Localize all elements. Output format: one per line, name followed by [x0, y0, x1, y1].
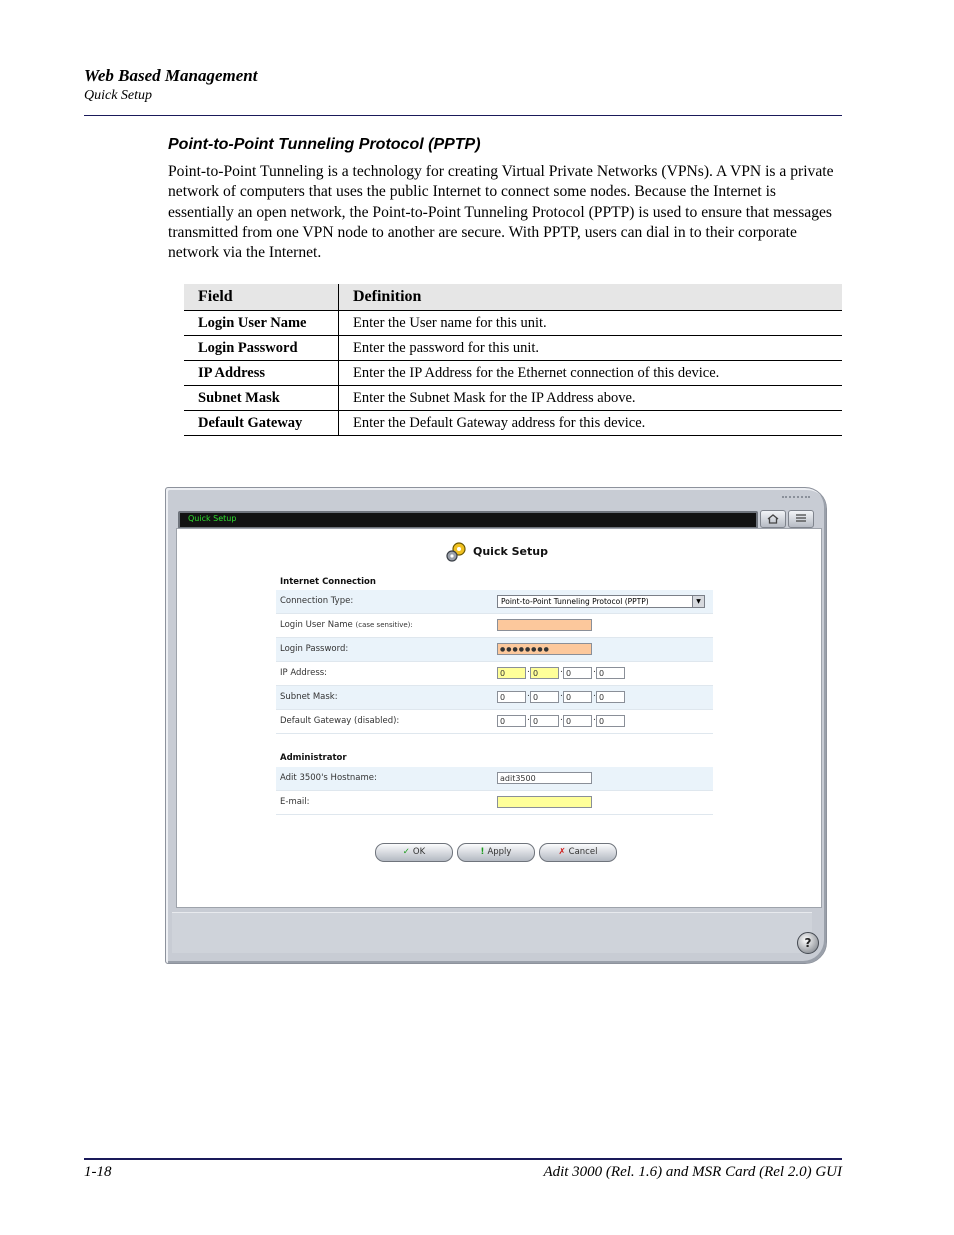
login-password-input[interactable]: ●●●●●●●● [497, 643, 592, 655]
running-header-subtitle: Quick Setup [84, 88, 153, 103]
document-title: Adit 3000 (Rel. 1.6) and MSR Card (Rel 2.0) GUI [543, 1164, 842, 1180]
octet-separator: . [593, 665, 596, 675]
window-status-strip [172, 912, 812, 953]
section-body: Point-to-Point Tunneling is a technology for creating Virtual Private Networks (VPNs). A VPN is a private network of computers that uses the public Internet to connect some nodes. Because the Internet is essentially an open network, the Point-to-Point Tunneling Protocol (PPTP) is used to ensure that messages transmitted from one VPN node to another are secure. With PPTP, users can dial in to their corporate network via the Internet. [168, 163, 834, 262]
table-row [184, 336, 842, 361]
ip-address-row [276, 662, 713, 686]
cross-icon: ✗ [558, 847, 566, 857]
ip-octet-input[interactable]: 0 [497, 667, 526, 679]
home-icon[interactable] [760, 510, 786, 528]
email-field[interactable] [497, 796, 592, 808]
login-user-name-row [276, 614, 713, 638]
gateway-octet-input[interactable]: 0 [530, 715, 559, 727]
running-header-title: Web Based Management [84, 66, 258, 85]
octet-separator: . [593, 713, 596, 723]
field-definition: Enter the User name for this unit. [339, 311, 843, 336]
footer-rule [84, 1158, 842, 1160]
mask-octet-input[interactable]: 0 [596, 691, 625, 703]
octet-separator: . [560, 689, 563, 699]
field-definition: Enter the password for this unit. [339, 336, 843, 361]
field-name: Subnet Mask [184, 386, 339, 411]
hostname-input[interactable]: adit3500 [497, 772, 592, 784]
table-row [184, 361, 842, 386]
apply-button-label: Apply [487, 847, 512, 857]
octet-separator: . [527, 689, 530, 699]
apply-button[interactable] [457, 843, 535, 862]
field-name: Default Gateway [184, 411, 339, 436]
window-content [176, 528, 822, 908]
field-name: Login Password [184, 336, 339, 361]
chevron-down-icon[interactable]: ▼ [692, 596, 704, 607]
ip-octet-input[interactable]: 0 [563, 667, 592, 679]
field-definition: Enter the IP Address for the Ethernet connection of this device. [339, 361, 843, 386]
login-password-label: Login Password: [280, 644, 349, 654]
cancel-button[interactable] [539, 843, 617, 862]
octet-separator: . [560, 665, 563, 675]
menu-icon[interactable] [788, 510, 814, 528]
table-header-row [184, 284, 842, 311]
octet-separator: . [527, 665, 530, 675]
field-definition: Enter the Subnet Mask for the IP Address above. [339, 386, 843, 411]
ip-address-label: IP Address: [280, 668, 328, 678]
connection-type-row [276, 590, 713, 614]
page-title: Quick Setup [473, 545, 548, 558]
gears-icon [445, 541, 467, 563]
ip-octet-input[interactable]: 0 [530, 667, 559, 679]
group-title-internet: Internet Connection [280, 577, 376, 587]
connection-type-value: Point-to-Point Tunneling Protocol (PPTP) [501, 597, 649, 606]
octet-separator: . [560, 713, 563, 723]
ok-button-label: OK [412, 847, 426, 857]
mask-octet-input[interactable]: 0 [563, 691, 592, 703]
header-rule [84, 115, 842, 116]
group-title-administrator: Administrator [280, 753, 347, 763]
subnet-mask-row [276, 686, 713, 710]
column-header-field: Field [184, 284, 339, 311]
subnet-mask-label: Subnet Mask: [280, 692, 338, 702]
table-row [184, 411, 842, 436]
default-gateway-label: Default Gateway (disabled): [280, 716, 400, 726]
help-icon[interactable]: ? [797, 932, 819, 954]
case-sensitive-hint: (case sensitive): [355, 621, 413, 629]
field-name: IP Address [184, 361, 339, 386]
table-row [184, 311, 842, 336]
octet-separator: . [527, 713, 530, 723]
gateway-octet-input[interactable]: 0 [563, 715, 592, 727]
email-row [276, 791, 713, 815]
quick-setup-window [165, 487, 827, 964]
cancel-button-label: Cancel [568, 847, 598, 857]
email-label: E-mail: [280, 797, 310, 807]
field-definition-table [184, 284, 842, 436]
field-definition: Enter the Default Gateway address for this device. [339, 411, 843, 436]
page-number: 1-18 [84, 1164, 112, 1180]
hostname-label: Adit 3500's Hostname: [280, 773, 377, 783]
mask-octet-input[interactable]: 0 [497, 691, 526, 703]
gateway-octet-input[interactable]: 0 [497, 715, 526, 727]
gateway-octet-input[interactable]: 0 [596, 715, 625, 727]
section-heading: Point-to-Point Tunneling Protocol (PPTP) [168, 136, 481, 153]
window-title: Quick Setup [188, 514, 237, 523]
login-password-row [276, 638, 713, 662]
window-titlebar [178, 511, 758, 529]
hostname-row [276, 767, 713, 791]
column-header-definition: Definition [339, 284, 843, 311]
mask-octet-input[interactable]: 0 [530, 691, 559, 703]
ok-button[interactable] [375, 843, 453, 862]
connection-type-label: Connection Type: [280, 596, 354, 606]
window-resize-grip[interactable] [782, 496, 810, 502]
checkmark-icon: ✓ [402, 847, 410, 857]
login-user-name-label: Login User Name (case sensitive): [280, 620, 413, 630]
login-user-name-input[interactable] [497, 619, 592, 631]
table-row [184, 386, 842, 411]
field-name: Login User Name [184, 311, 339, 336]
connection-type-select[interactable] [497, 595, 705, 608]
ip-octet-input[interactable]: 0 [596, 667, 625, 679]
octet-separator: . [593, 689, 596, 699]
default-gateway-row [276, 710, 713, 734]
apply-icon: ! [480, 847, 485, 857]
